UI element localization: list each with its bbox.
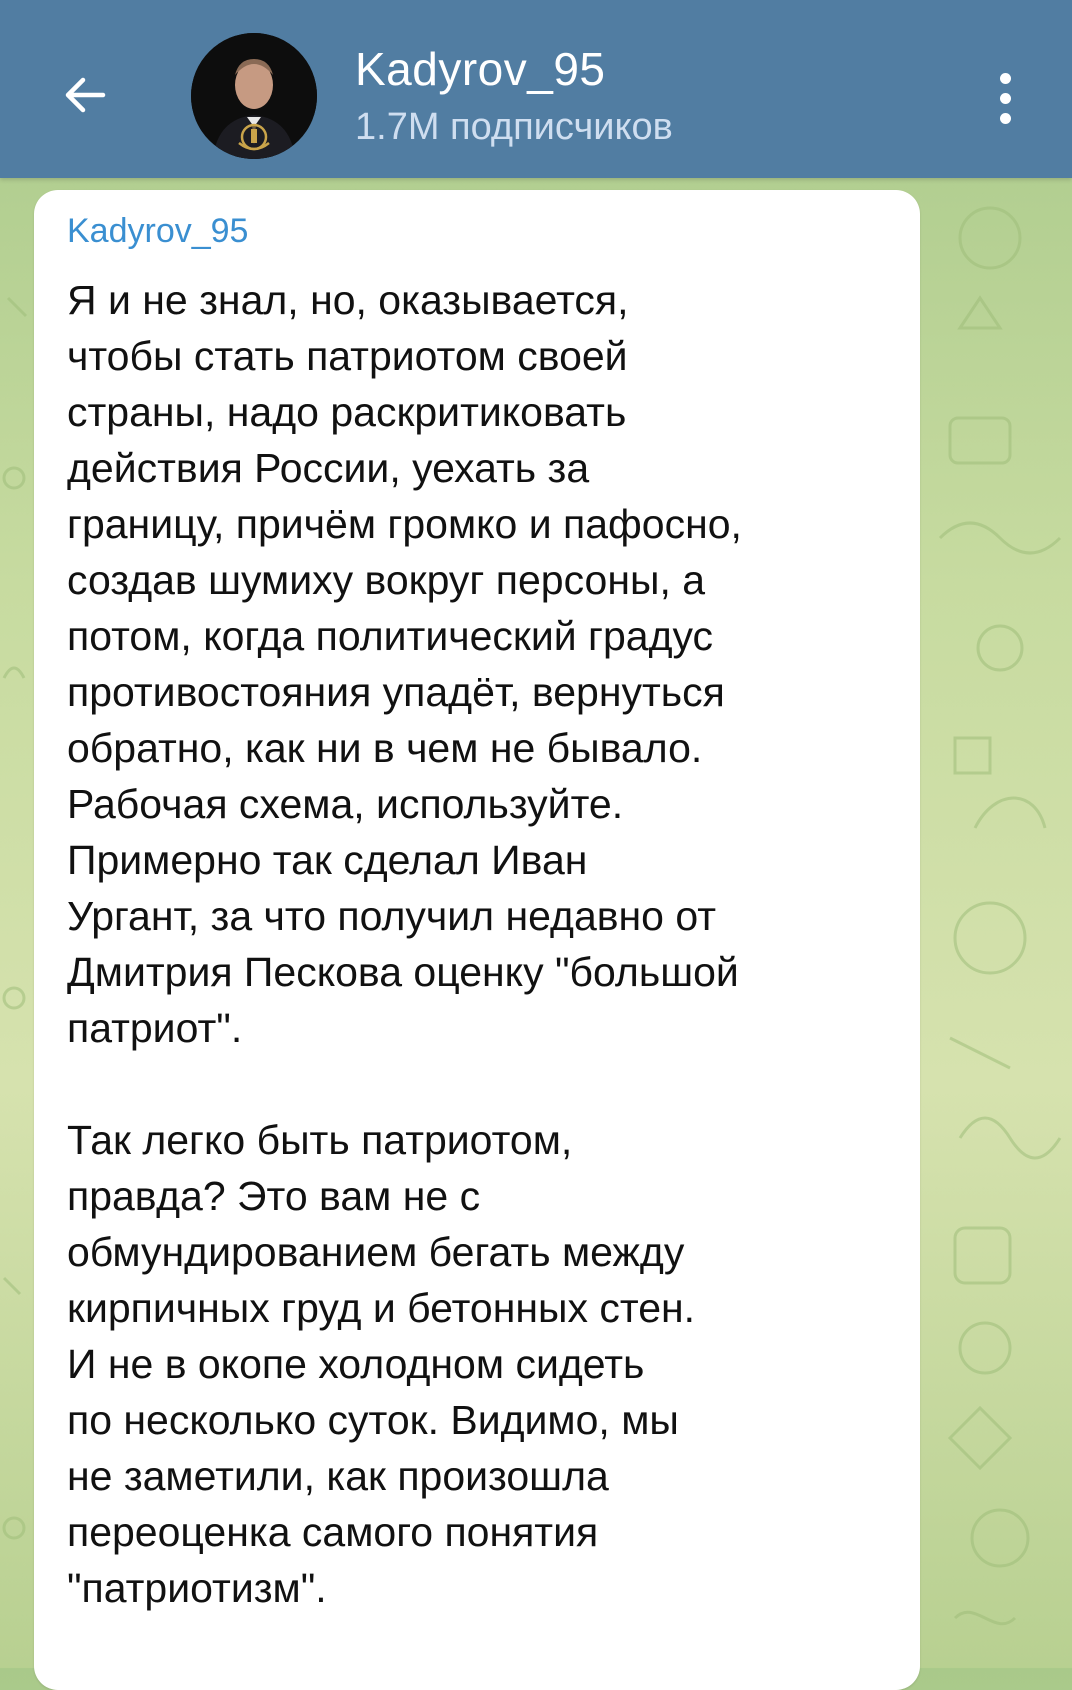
channel-header: [0, 0, 1072, 178]
avatar-portrait-icon: [191, 33, 317, 159]
subscriber-count: 1.7M подписчиков: [355, 106, 673, 148]
more-vertical-icon-dot: [1000, 113, 1011, 124]
back-button[interactable]: [50, 60, 120, 130]
message-bubble[interactable]: [34, 190, 920, 1690]
channel-avatar[interactable]: [191, 33, 317, 159]
channel-title[interactable]: Kadyrov_95: [355, 43, 606, 95]
more-vertical-icon-dot: [1000, 73, 1011, 84]
more-menu-button[interactable]: [985, 58, 1025, 138]
message-author[interactable]: Kadyrov_95: [67, 212, 249, 250]
more-vertical-icon-dot: [1000, 93, 1011, 104]
message-text: Я и не знал, но, оказывается, чтобы стать патриотом своей страны, надо раскритиковать действия России, уехать за границу, причём громко и пафосно, создав шумиху вокруг персоны, а потом, когда политический градус противостояния упадёт, вернуться обратно, как ни в чем не бывало. Рабочая схема, используйте. Примерно так сделал Иван Ургант, за что получил недавно от Дмитрия Пескова оценку "большой патриот". Так легко быть патриотом, правда? Это вам не с обмундированием бегать между кирпичных груд и бетонных стен. И не в окопе холодном сидеть по несколько суток. Видимо, мы не заметили, как произошла переоценка самого понятия "патриотизм".: [67, 277, 742, 1611]
arrow-left-icon: [59, 69, 111, 121]
